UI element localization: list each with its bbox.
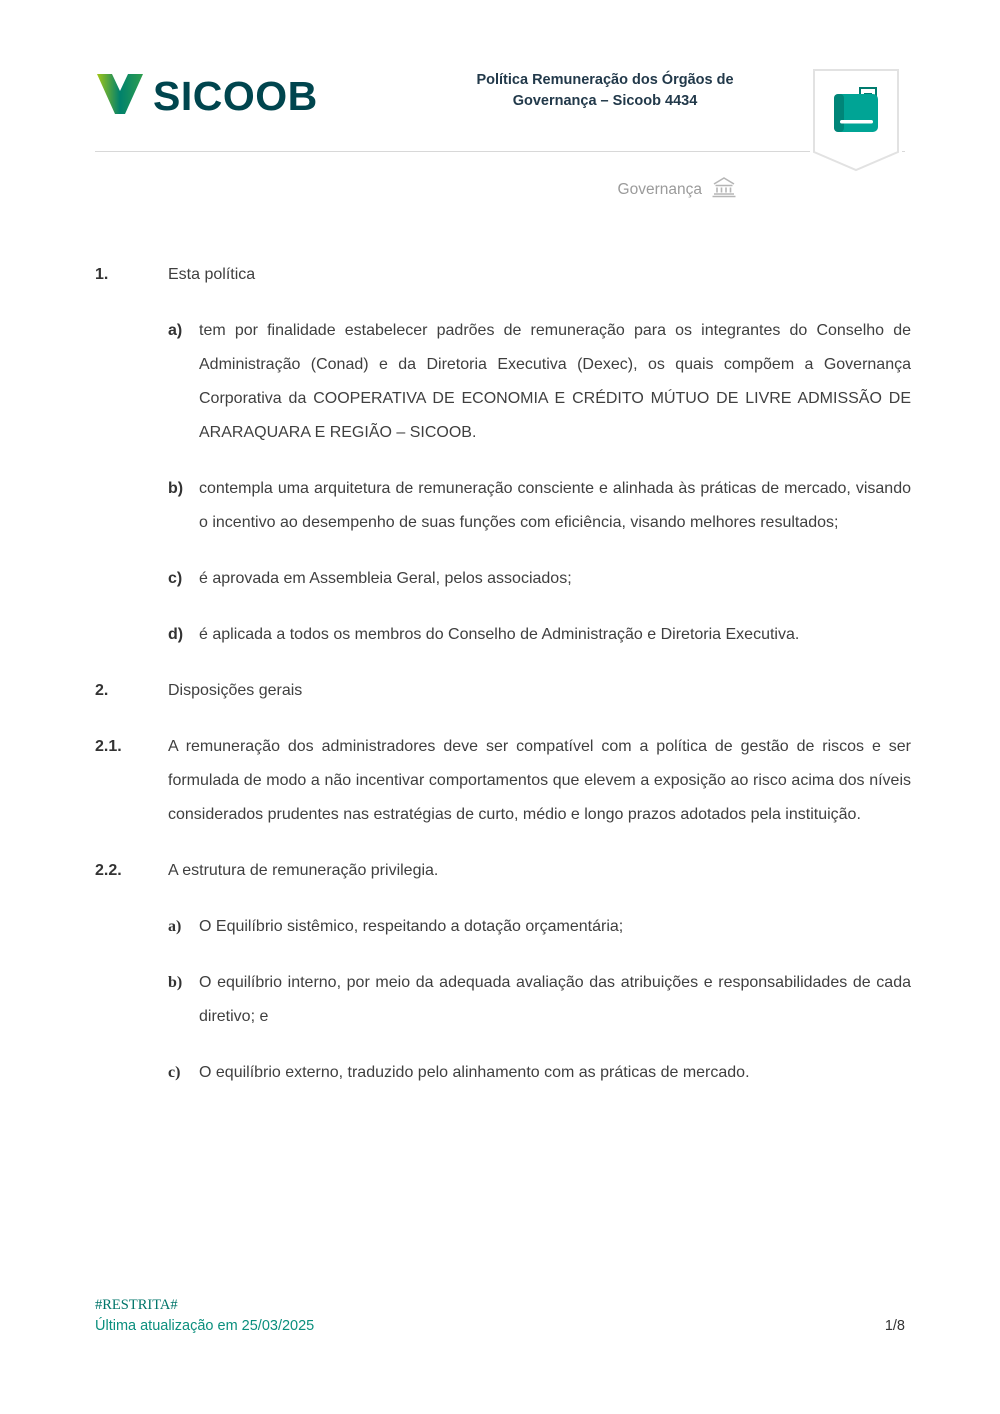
clause-text: é aplicada a todos os membros do Conselho de Administração e Diretoria Executiva. (199, 626, 800, 643)
book-shield-icon (810, 66, 902, 179)
last-update-label: Última atualização em 25/03/2025 (95, 1318, 315, 1334)
page-footer (95, 1297, 905, 1334)
document-title (455, 70, 755, 112)
sicoob-v-icon (95, 72, 145, 121)
bank-columns-icon (711, 176, 737, 203)
clause-marker: c) (168, 570, 183, 587)
clause-2-2 (95, 854, 911, 888)
category-label: Governança (617, 180, 702, 198)
clause-2-2b (168, 966, 911, 1034)
clause-marker: b) (168, 974, 183, 991)
clause-number: 2.1. (95, 738, 122, 755)
clause-marker: b) (168, 480, 184, 497)
clause-1d (168, 618, 911, 652)
clause-text: é aprovada em Assembleia Geral, pelos associados; (199, 570, 572, 587)
clause-2-2c (168, 1056, 911, 1090)
document-title-line2: Governança – Sicoob 4434 (512, 93, 698, 109)
section-title: Esta política (168, 266, 256, 283)
clause-text: A remuneração dos administradores deve ser compatível com a política de gestão de riscos e ser formulada de modo a não incentivar comportamentos que elevem a exposição ao risco acima dos níveis considerados prudentes nas estratégias de curto, médio e longo prazos adotados pela instituição. (168, 738, 911, 823)
clause-1c (168, 562, 911, 596)
section-title: Disposições gerais (168, 682, 303, 699)
section-1 (95, 258, 911, 292)
classification-label: #RESTRITA# (95, 1297, 178, 1313)
clause-text: O Equilíbrio sistêmico, respeitando a dotação orçamentária; (199, 918, 624, 935)
clause-text: A estrutura de remuneração privilegia. (168, 862, 439, 879)
page-header (0, 0, 1000, 200)
logo-wordmark: SICOOB (153, 73, 318, 119)
clause-2-2a (168, 910, 911, 944)
clause-marker: c) (168, 1064, 181, 1081)
footer-left (95, 1297, 314, 1334)
section-number: 2. (95, 682, 109, 699)
section-2 (95, 674, 911, 708)
page-number: 1/8 (884, 1318, 905, 1334)
section-number: 1. (95, 266, 109, 283)
document-title-line1: Política Remuneração dos Órgãos de (476, 72, 734, 88)
sicoob-logo (95, 72, 318, 121)
clause-marker: d) (168, 626, 184, 643)
document-body (0, 200, 1000, 1090)
category-row (618, 176, 737, 203)
clause-1a (168, 314, 911, 450)
clause-number: 2.2. (95, 862, 122, 879)
clause-1b (168, 472, 911, 540)
clause-marker: a) (168, 918, 182, 935)
clause-2-1 (95, 730, 911, 832)
header-divider (95, 151, 905, 152)
clause-text: O equilíbrio interno, por meio da adequada avaliação das atribuições e responsabilidades de cada diretivo; e (199, 974, 911, 1025)
clause-marker: a) (168, 322, 183, 339)
clause-text: tem por finalidade estabelecer padrões de remuneração para os integrantes do Conselho de Administração (Conad) e da Diretoria Executiva (Dexec), os quais compõem a Governança Corporativa da COOPERATIVA DE ECONOMIA E CRÉDITO MÚTUO DE LIVRE ADMISSÃO DE ARARAQUARA E REGIÃO – SICOOB. (199, 322, 911, 441)
clause-text: contempla uma arquitetura de remuneração consciente e alinhada às práticas de mercado, visando o incentivo ao desempenho de suas funções com eficiência, visando melhores resultados; (199, 480, 911, 531)
clause-text: O equilíbrio externo, traduzido pelo alinhamento com as práticas de mercado. (199, 1064, 750, 1081)
